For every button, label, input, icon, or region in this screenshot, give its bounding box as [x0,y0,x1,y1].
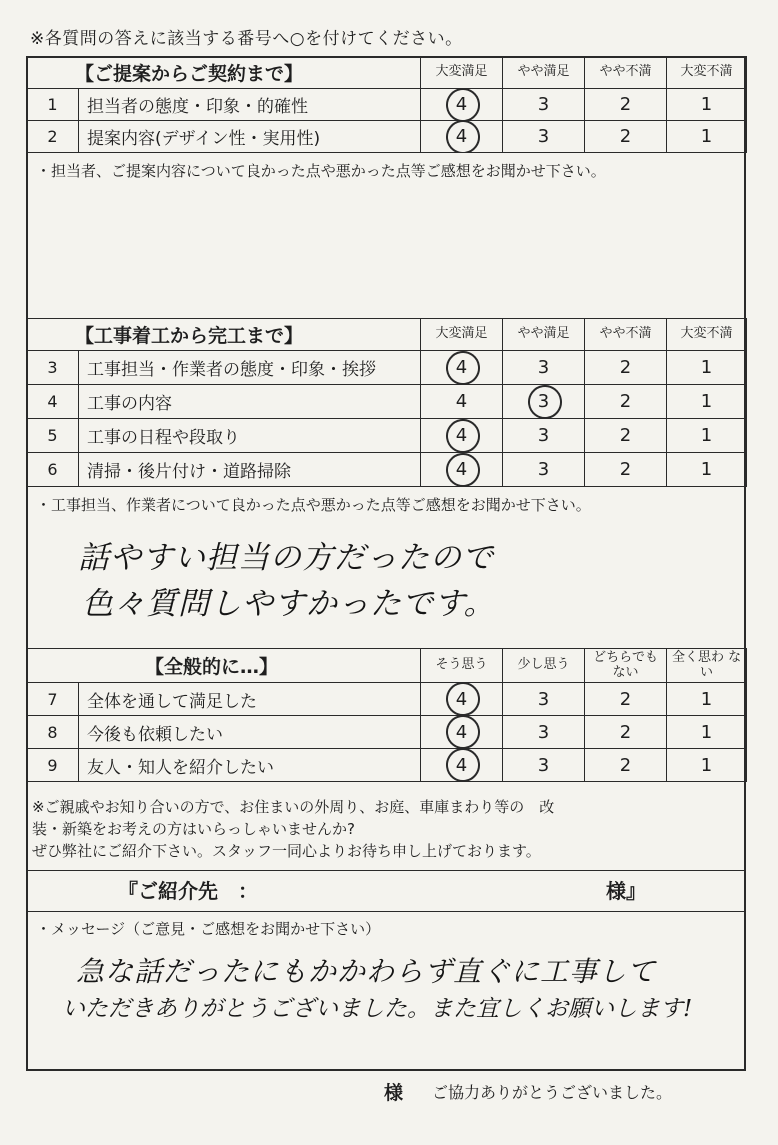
question-text: 工事の内容 [79,385,421,419]
handwritten-answer-line: 色々質問しやすかったです。 [82,586,496,622]
answer-option-2[interactable]: 2 [585,351,667,385]
question-text: 今後も依頼したい [79,716,421,749]
section-title: 【ご提案からご契約まで】 [27,57,421,89]
column-header: やや満足 [503,57,585,89]
answer-option-1[interactable]: 1 [667,89,747,121]
answer-option-2[interactable]: 2 [585,121,667,153]
question-row [27,121,747,153]
answer-option-3[interactable]: 3 [503,121,585,153]
column-header: やや不満 [585,319,667,351]
comment-prompt: ・担当者、ご提案内容について良かった点や悪かった点等ご感想をお聞かせ下さい。 [36,162,606,180]
answer-option-3[interactable]: 3 [503,419,585,453]
answer-option-1[interactable]: 1 [667,419,747,453]
question-row [27,749,747,782]
answer-option-1[interactable]: 1 [667,453,747,487]
answer-option-4[interactable]: 4 [421,716,503,749]
answer-option-1[interactable]: 1 [667,683,747,716]
question-row [27,419,747,453]
referral-suffix: 様』 [606,879,646,903]
construction-comment-box[interactable] [26,486,746,648]
answer-option-3[interactable]: 3 [503,453,585,487]
question-number: 3 [27,351,79,385]
question-text: 工事担当・作業者の態度・印象・挨拶 [79,351,421,385]
answer-option-3[interactable]: 3 [503,749,585,782]
answer-option-4[interactable]: 4 [421,121,503,153]
answer-option-1[interactable]: 1 [667,749,747,782]
answer-option-4[interactable]: 4 [421,749,503,782]
section-title: 【工事着工から完工まで】 [27,319,421,351]
answer-option-4[interactable]: 4 [421,351,503,385]
question-text: 友人・知人を紹介したい [79,749,421,782]
message-prompt: ・メッセージ（ご意見・ご感想をお聞かせ下さい） [36,920,381,938]
answer-option-3[interactable]: 3 [503,385,585,419]
answer-option-1[interactable]: 1 [667,385,747,419]
question-number: 6 [27,453,79,487]
proposal-comment-box[interactable] [26,152,746,318]
question-number: 4 [27,385,79,419]
column-header: 少し思う [503,649,585,683]
question-number: 8 [27,716,79,749]
answer-option-2[interactable]: 2 [585,749,667,782]
answer-option-2[interactable]: 2 [585,419,667,453]
notice-line: ※ご親戚やお知り合いの方で、お住まいの外周り、お庭、車庫まわり等の 改 [32,798,555,816]
question-row [27,716,747,749]
question-row [27,89,747,121]
answer-option-1[interactable]: 1 [667,121,747,153]
notice-line: 装・新築をお考えの方はいらっしゃいませんか? [32,820,355,838]
answer-option-3[interactable]: 3 [503,351,585,385]
question-row [27,351,747,385]
footer-sama: 様 [384,1082,404,1104]
column-header: そう思う [421,649,503,683]
column-header: どちらでも ない [585,649,667,683]
question-number: 5 [27,419,79,453]
thanks-text: ご協力ありがとうございました。 [432,1083,673,1102]
construction-table [26,318,747,487]
answer-option-3[interactable]: 3 [503,683,585,716]
answer-option-4[interactable]: 4 [421,453,503,487]
question-text: 清掃・後片付け・道路掃除 [79,453,421,487]
column-header: 大変満足 [421,57,503,89]
answer-option-3[interactable]: 3 [503,89,585,121]
answer-option-2[interactable]: 2 [585,89,667,121]
overall-table [26,648,747,782]
handwritten-message-line: 急な話だったにもかかわらず直ぐに工事して [76,955,657,988]
question-number: 7 [27,683,79,716]
answer-option-2[interactable]: 2 [585,385,667,419]
question-row [27,385,747,419]
question-number: 1 [27,89,79,121]
column-header: 全く思わ ない [667,649,747,683]
question-number: 2 [27,121,79,153]
comment-prompt: ・工事担当、作業者について良かった点や悪かった点等ご感想をお聞かせ下さい。 [36,496,591,514]
handwritten-answer-line: 話やすい担当の方だったので [78,540,494,576]
question-text: 工事の日程や段取り [79,419,421,453]
answer-option-1[interactable]: 1 [667,716,747,749]
notice-line: ぜひ弊社にご紹介下さい。スタッフ一同心よりお待ち申し上げております。 [32,842,541,860]
answer-option-4[interactable]: 4 [421,89,503,121]
proposal-table [26,56,747,153]
answer-option-4[interactable]: 4 [421,683,503,716]
answer-option-2[interactable]: 2 [585,683,667,716]
answer-option-2[interactable]: 2 [585,716,667,749]
column-header: やや不満 [585,57,667,89]
referral-label: 『ご紹介先 ： [118,879,258,903]
message-box[interactable] [26,912,746,1071]
answer-option-2[interactable]: 2 [585,453,667,487]
question-number: 9 [27,749,79,782]
answer-option-1[interactable]: 1 [667,351,747,385]
answer-option-4[interactable]: 4 [421,385,503,419]
question-text: 担当者の態度・印象・的確性 [79,89,421,121]
answer-option-4[interactable]: 4 [421,419,503,453]
column-header: やや満足 [503,319,585,351]
column-header: 大変不満 [667,57,747,89]
instruction-text: ※各質問の答えに該当する番号へ○を付けてください。 [30,29,463,49]
question-text: 提案内容(デザイン性・実用性) [79,121,421,153]
question-row [27,453,747,487]
column-header: 大変満足 [421,319,503,351]
question-row [27,683,747,716]
section-title: 【全般的に…】 [27,649,421,683]
answer-option-3[interactable]: 3 [503,716,585,749]
question-text: 全体を通して満足した [79,683,421,716]
handwritten-message-line: いただきありがとうございました。また宜しくお願いします! [62,996,693,1022]
column-header: 大変不満 [667,319,747,351]
referral-notice [32,796,732,862]
